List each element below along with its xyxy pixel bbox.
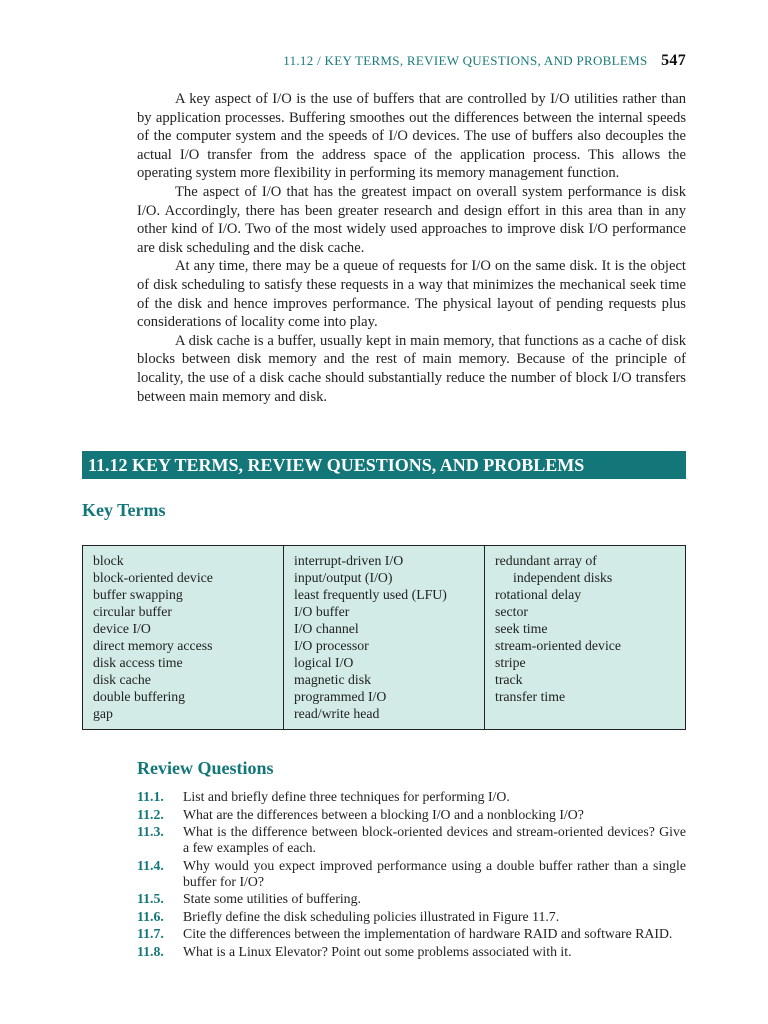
question-text: What is a Linux Elevator? Point out some problems associated with it. xyxy=(183,943,572,959)
key-term: rotational delay xyxy=(495,587,582,602)
review-question xyxy=(137,891,686,907)
key-term: block xyxy=(93,553,124,568)
question-text: Cite the differences between the implementation of hardware RAID and software RAID. xyxy=(183,926,673,941)
key-term-continuation: independent disks xyxy=(513,570,613,585)
key-term: I/O channel xyxy=(294,621,359,636)
key-term: read/write head xyxy=(294,706,380,721)
key-term: logical I/O xyxy=(294,655,354,670)
body-text xyxy=(137,90,686,406)
key-term: double buffering xyxy=(93,689,186,704)
key-term: magnetic disk xyxy=(294,672,372,687)
paragraph: At any time, there may be a queue of requests for I/O on the same disk. It is the object of disk scheduling to satisfy these requests in a way that minimizes the mechanical seek time of the disk and hence improves performance. The physical layout of pending requests plus considerations of locality come into play. xyxy=(137,258,686,331)
key-term: programmed I/O xyxy=(294,689,387,704)
key-term: track xyxy=(495,672,523,687)
key-terms-column-2 xyxy=(283,546,484,729)
review-questions-heading: Review Questions xyxy=(137,758,274,778)
question-number: 11.4. xyxy=(137,857,164,873)
key-term: stream-oriented device xyxy=(495,638,622,653)
page-number: 547 xyxy=(661,52,686,69)
key-term: transfer time xyxy=(495,689,566,704)
question-text: State some utilities of buffering. xyxy=(183,891,361,906)
question-number: 11.6. xyxy=(137,908,164,924)
review-question xyxy=(137,789,686,805)
key-term: disk cache xyxy=(93,672,151,687)
question-number: 11.7. xyxy=(137,926,164,941)
key-term: stripe xyxy=(495,655,526,670)
review-question xyxy=(137,824,686,856)
review-question xyxy=(137,926,686,942)
section-heading: 11.12 KEY TERMS, REVIEW QUESTIONS, AND PROBLEMS xyxy=(82,451,686,479)
key-term: block-oriented device xyxy=(93,570,213,585)
key-term: least frequently used (LFU) xyxy=(294,587,447,602)
review-question xyxy=(137,807,686,823)
key-terms-column-1 xyxy=(83,546,283,729)
question-text: Why would you expect improved performance using a double buffer rather than a single buffer for I/O? xyxy=(183,857,686,889)
key-term: I/O buffer xyxy=(294,604,350,619)
key-term: circular buffer xyxy=(93,604,173,619)
paragraph: A disk cache is a buffer, usually kept in main memory, that functions as a cache of disk blocks between disk memory and the rest of main memory. Because of the principle of locality, the use of a disk cache should substantially reduce the number of block I/O transfers between main memory and disk. xyxy=(137,332,686,405)
key-term: interrupt-driven I/O xyxy=(294,553,404,568)
question-number: 11.2. xyxy=(137,806,164,822)
key-term: I/O processor xyxy=(294,638,369,653)
question-text: List and briefly define three techniques for performing I/O. xyxy=(183,789,510,804)
question-number: 11.1. xyxy=(137,789,164,804)
key-term: device I/O xyxy=(93,621,151,636)
key-term: disk access time xyxy=(93,655,183,670)
question-number: 11.8. xyxy=(137,943,164,959)
key-term: input/output (I/O) xyxy=(294,570,393,585)
paragraph: The aspect of I/O that has the greatest impact on overall system performance is disk I/O. Accordingly, there has been greater research and design effort in this area than in any other kind of I/O. Two of the most widely used approaches to improve disk I/O performance are disk scheduling and the disk cache. xyxy=(137,183,686,256)
question-text: What is the difference between block-oriented devices and stream-oriented devices? Give a few examples of each. xyxy=(183,824,686,855)
paragraph: A key aspect of I/O is the use of buffers that are controlled by I/O utilities rather than by application processes. Buffering smoothes out the differences between the internal speeds of the computer system and the speeds of I/O devices. The use of buffers also decouples the actual I/O transfer from the address space of the application process. This allows the operating system more flexibility in performing its memory management function. xyxy=(137,91,686,182)
key-term: seek time xyxy=(495,621,548,636)
running-head-title: 11.12 / KEY TERMS, REVIEW QUESTIONS, AND PROBLEMS xyxy=(283,53,648,68)
key-term: sector xyxy=(495,604,528,619)
key-term: redundant array of xyxy=(495,553,597,568)
key-terms-box xyxy=(82,545,686,730)
question-text: Briefly define the disk scheduling policies illustrated in Figure 11.7. xyxy=(183,908,560,924)
key-terms-heading: Key Terms xyxy=(82,500,166,520)
question-number: 11.5. xyxy=(137,891,164,906)
key-term: direct memory access xyxy=(93,638,213,653)
review-questions-list xyxy=(137,789,686,961)
review-question xyxy=(137,909,686,925)
key-terms-column-3 xyxy=(484,546,685,729)
review-question xyxy=(137,944,686,960)
review-question xyxy=(137,858,686,890)
key-term: gap xyxy=(93,706,113,721)
question-number: 11.3. xyxy=(137,824,164,839)
question-text: What are the differences between a blocking I/O and a nonblocking I/O? xyxy=(183,806,584,822)
running-head xyxy=(0,52,686,70)
key-term: buffer swapping xyxy=(93,587,183,602)
